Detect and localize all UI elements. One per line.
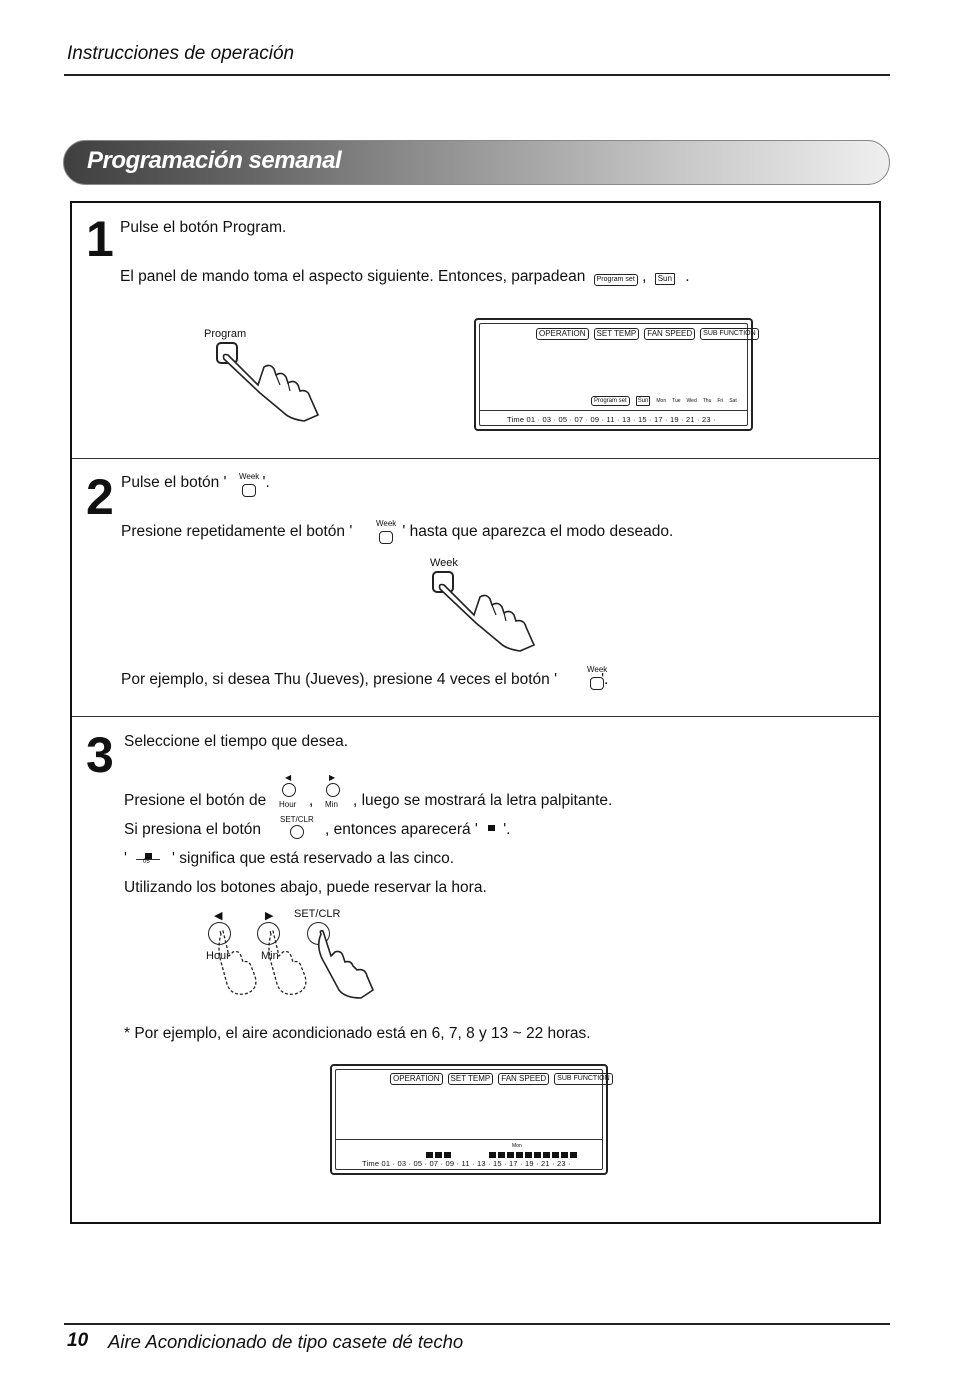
step2-line1: Pulse el botón ' '. (121, 474, 270, 491)
step3-line2-pre: Presione el botón de (124, 792, 267, 809)
hour-segment (525, 1152, 532, 1158)
operation-pill: OPERATION (536, 328, 589, 340)
hour-button-icon (282, 783, 296, 797)
setclr-button-label: SET/CLR (294, 908, 341, 920)
fan-speed-pill: FAN SPEED (498, 1073, 549, 1085)
hour-segment (570, 1152, 577, 1158)
hour-segment (543, 1152, 550, 1158)
day-sat: Sat (729, 398, 737, 404)
day-thu: Thu (702, 398, 712, 404)
sub-function-pill: SUB FUNCTION (554, 1073, 613, 1085)
program-button-label: Program (204, 328, 247, 340)
day-fri: Fri (717, 398, 724, 404)
sun-icon: Sun (655, 273, 675, 285)
program-set-icon: Program set (594, 274, 638, 286)
lcd-timeline: Time 01 · 03 · 05 · 07 · 09 · 11 · 13 · 15 · 17 · 19 · 21 · 23 · (507, 415, 716, 424)
day-tue: Tue (672, 398, 681, 404)
footer-title: Aire Acondicionado de tipo casete dé techo (108, 1331, 464, 1352)
setclr-small-label: SET/CLR (280, 815, 314, 824)
hour-segment (516, 1152, 523, 1158)
setclr-button-icon (290, 825, 304, 839)
operation-pill: OPERATION (390, 1073, 443, 1085)
hour-segment (435, 1152, 442, 1158)
hour-small-label: Hour (279, 800, 297, 809)
min-small-label: Min (325, 800, 338, 809)
sub-function-pill: SUB FUNCTION (700, 328, 759, 340)
program-set-indicator: Program set (591, 396, 630, 406)
right-arrow-icon: ▶ (329, 773, 336, 782)
day-mon: Mon (512, 1143, 522, 1149)
week-small-label: Week (587, 665, 608, 674)
hour-button-label: Hour (206, 950, 230, 962)
right-arrow-icon: ▶ (265, 910, 274, 922)
step2-line2: Presione repetidamente el botón ' ' hasta que aparezca el modo deseado. (121, 523, 674, 540)
step3-line1: Seleccione el tiempo que desea. (124, 733, 349, 750)
week-button-icon (242, 484, 256, 497)
step-divider (72, 458, 879, 459)
step1-line2: El panel de mando toma el aspecto siguiente. Entonces, parpadean Program set , Sun . (120, 268, 690, 285)
hour-segment (498, 1152, 505, 1158)
pointing-hand-icon (220, 345, 330, 425)
hour-segment (489, 1152, 496, 1158)
hour-segment (507, 1152, 514, 1158)
week-button-label: Week (430, 557, 458, 569)
page-number: 10 (67, 1330, 89, 1351)
section-header: Instrucciones de operación (67, 43, 295, 64)
step3-line4-pre: ' (124, 850, 127, 867)
week-small-label: Week (376, 519, 397, 528)
reserved-five-icon: 05 (136, 852, 160, 866)
hour-segment (426, 1152, 433, 1158)
fan-speed-pill: FAN SPEED (644, 328, 695, 340)
step3-line4-post: ' significa que está reservado a las cinco. (172, 850, 455, 867)
day-mon: Mon (656, 398, 667, 404)
step3-example: * Por ejemplo, el aire acondicionado está en 6, 7, 8 y 13 ~ 22 horas. (124, 1025, 591, 1042)
week-button-icon (379, 531, 393, 544)
min-button-icon (326, 783, 340, 797)
hour-segment (444, 1152, 451, 1158)
step3-line5: Utilizando los botones abajo, puede reservar la hora. (124, 879, 487, 896)
step1-line1: Pulse el botón Program. (120, 219, 287, 236)
set-temp-pill: SET TEMP (448, 1073, 494, 1085)
step3-line2-post: , luego se mostrará la letra palpitante. (353, 792, 613, 809)
step-number: 2 (86, 469, 114, 525)
lcd-display (330, 1064, 608, 1175)
step-number: 3 (86, 727, 114, 783)
step-divider (72, 716, 879, 717)
lcd-timeline: Time 01 · 03 · 05 · 07 · 09 · 11 · 13 · 15 · 17 · 19 · 21 · 23 · (362, 1159, 571, 1168)
week-small-label: Week (239, 472, 260, 481)
lcd-display (474, 318, 756, 431)
hour-segment (561, 1152, 568, 1158)
footer-rule (64, 1323, 890, 1325)
header-rule (64, 74, 890, 76)
left-arrow-icon: ◀ (285, 773, 292, 782)
page-title: Programación semanal (87, 147, 342, 174)
pointing-hand-icon (436, 575, 546, 655)
segment-icon (488, 825, 495, 831)
step2-line3: Por ejemplo, si desea Thu (Jueves), presione 4 veces el botón ' '. (121, 671, 609, 688)
step-number: 1 (86, 211, 114, 267)
hour-segment (552, 1152, 559, 1158)
week-button-icon (590, 677, 604, 690)
min-button-label: Min (261, 950, 279, 962)
step3-line3-post: , entonces aparecerá ' '. (325, 821, 511, 838)
pointing-hands-icon (215, 928, 385, 1000)
hour-segment (534, 1152, 541, 1158)
step3-line3-pre: Si presiona el botón (124, 821, 262, 838)
day-wed: Wed (686, 398, 697, 404)
set-temp-pill: SET TEMP (594, 328, 640, 340)
comma: , (309, 792, 314, 809)
left-arrow-icon: ◀ (214, 910, 223, 922)
day-sun: Sun (637, 398, 649, 404)
